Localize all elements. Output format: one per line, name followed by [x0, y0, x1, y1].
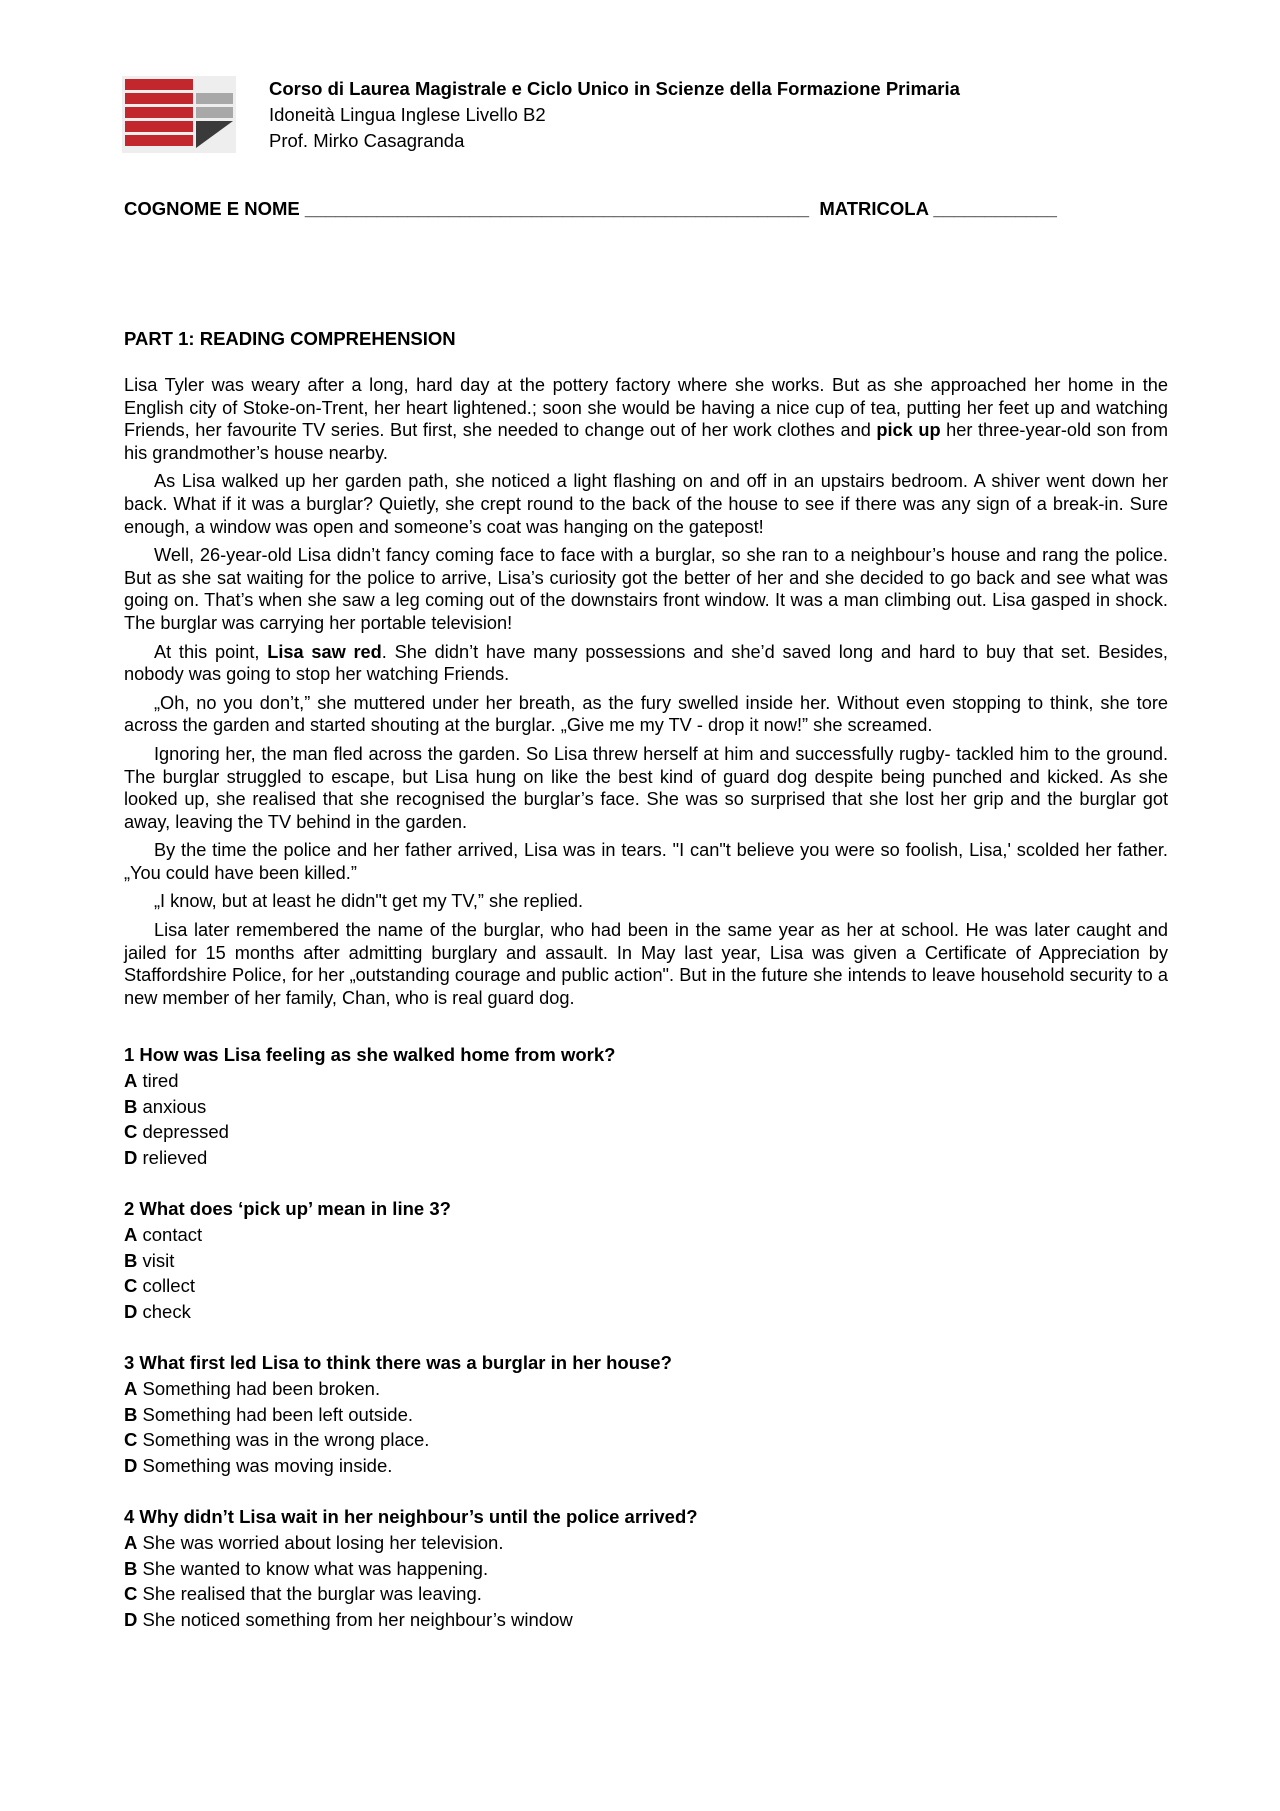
question-2: [124, 1196, 1168, 1325]
answer-option[interactable]: D check: [124, 1301, 191, 1323]
name-field[interactable]: _________________________________________________: [304, 198, 810, 219]
question-text: 2 What does ‘pick up’ mean in line 3?: [124, 1197, 451, 1219]
answer-option[interactable]: C She realised that the burglar was leaving.: [124, 1583, 482, 1605]
question-3: [124, 1350, 1168, 1479]
answer-option[interactable]: B Something had been left outside.: [124, 1403, 414, 1425]
course-header: [269, 76, 960, 154]
question-text: 3 What first led Lisa to think there was a burglar in her house?: [124, 1351, 672, 1373]
passage-paragraph: Ignoring her, the man fled across the garden. So Lisa threw herself at him and successfully rugby- tackled him to the ground. The burglar struggled to escape, but Lisa hung on like the best kind of guard dog despite being punched and kicked. As she looked up, she realised that she recognised the burglar’s face. She was so surprised that she lost her grip and the burglar got away, leaving the TV behind in the garden.: [124, 743, 1168, 832]
question-1: [124, 1042, 1168, 1171]
question-text: 4 Why didn’t Lisa wait in her neighbour’s until the police arrived?: [124, 1505, 698, 1527]
answer-option[interactable]: D Something was moving inside.: [124, 1455, 393, 1477]
university-logo-icon: [122, 76, 236, 153]
answer-option[interactable]: B anxious: [124, 1095, 207, 1117]
answer-option[interactable]: C Something was in the wrong place.: [124, 1429, 430, 1451]
passage-paragraph: Lisa later remembered the name of the burglar, who had been in the same year as her at school. He was later caught and jailed for 15 months after admitting burglary and assault. In May last year, Lisa was given a Certificate of Appreciation by Staffordshire Police, for her „outstanding courage and public action". But in the future she intends to leave household security to a new member of her family, Chan, who is real guard dog.: [124, 920, 1168, 1008]
name-label: COGNOME E NOME: [124, 198, 300, 219]
question-list: [124, 1042, 1168, 1658]
passage-paragraph: Well, 26-year-old Lisa didn’t fancy coming face to face with a burglar, so she ran to a neighbour’s house and rang the police. But as she sat waiting for the police to arrive, Lisa’s curiosity got the better of her and she decided to go back and see what was going on. That’s when she saw a leg coming out of the downstairs front window. It was a man climbing out. Lisa gasped in shock. The burglar was carrying her portable television!: [124, 545, 1168, 633]
answer-option[interactable]: B She wanted to know what was happening.: [124, 1557, 489, 1579]
answer-option[interactable]: A Something had been broken.: [124, 1377, 381, 1399]
passage-paragraph: At this point, Lisa saw red. She didn’t have many possessions and she’d saved long and hard to buy that set. Besides, nobody was going to stop her watching Friends.: [124, 641, 1168, 685]
question-text: 1 How was Lisa feeling as she walked home from work?: [124, 1044, 616, 1065]
passage-paragraph: By the time the police and her father arrived, Lisa was in tears. "I can"t believe you were so foolish, Lisa,' scolded her father. „You could have been killed.”: [124, 840, 1168, 883]
answer-option[interactable]: C collect: [124, 1275, 195, 1297]
passage-paragraph: „Oh, no you don’t,” she muttered under her breath, as the fury swelled inside her. Without even stopping to think, she tore across the garden and started shouting at the burglar. „Give me my TV - drop it now!” she screamed.: [124, 692, 1168, 736]
section-title: PART 1: READING COMPREHENSION: [124, 328, 456, 349]
question-4: [124, 1504, 1168, 1633]
answer-option[interactable]: A contact: [124, 1223, 203, 1245]
course-title: Corso di Laurea Magistrale e Ciclo Unico in Scienze della Formazione Primaria: [269, 78, 960, 99]
passage-paragraph: „I know, but at least he didn"t get my TV,” she replied.: [154, 891, 584, 912]
passage-paragraph: As Lisa walked up her garden path, she noticed a light flashing on and off in an upstairs bedroom. A shiver went down her back. What if it was a burglar? Quietly, she crept round to the back of the house to see if there was any sign of a break-in. Sure enough, a window was open and someone’s coat was hanging on the gatepost!: [124, 471, 1168, 537]
reading-passage: [124, 374, 1168, 1015]
highlighted-phrase: Lisa saw red: [267, 641, 382, 662]
student-info-line: [124, 198, 1057, 220]
passage-paragraph: Lisa Tyler was weary after a long, hard day at the pottery factory where she works. But as she approached her home in the English city of Stoke-on-Trent, her heart lightened.; soon she would be having a nice cup of tea, putting her feet up and watching Friends, her favourite TV series. But first, she needed to change out of her work clothes and pick up her three-year-old son from his grandmother’s house nearby.: [124, 375, 1169, 463]
answer-option[interactable]: A She was worried about losing her television.: [124, 1531, 504, 1553]
answer-option[interactable]: A tired: [124, 1069, 179, 1091]
answer-option[interactable]: C depressed: [124, 1121, 229, 1143]
course-subtitle: Idoneità Lingua Inglese Livello B2: [269, 104, 546, 125]
id-field[interactable]: ____________: [933, 198, 1057, 219]
professor-name: Prof. Mirko Casagranda: [269, 130, 465, 151]
highlighted-phrase: pick up: [876, 420, 941, 441]
answer-option[interactable]: B visit: [124, 1249, 175, 1271]
answer-option[interactable]: D relieved: [124, 1147, 208, 1169]
id-label: MATRICOLA: [819, 198, 929, 219]
answer-option[interactable]: D She noticed something from her neighbour’s window: [124, 1609, 573, 1631]
